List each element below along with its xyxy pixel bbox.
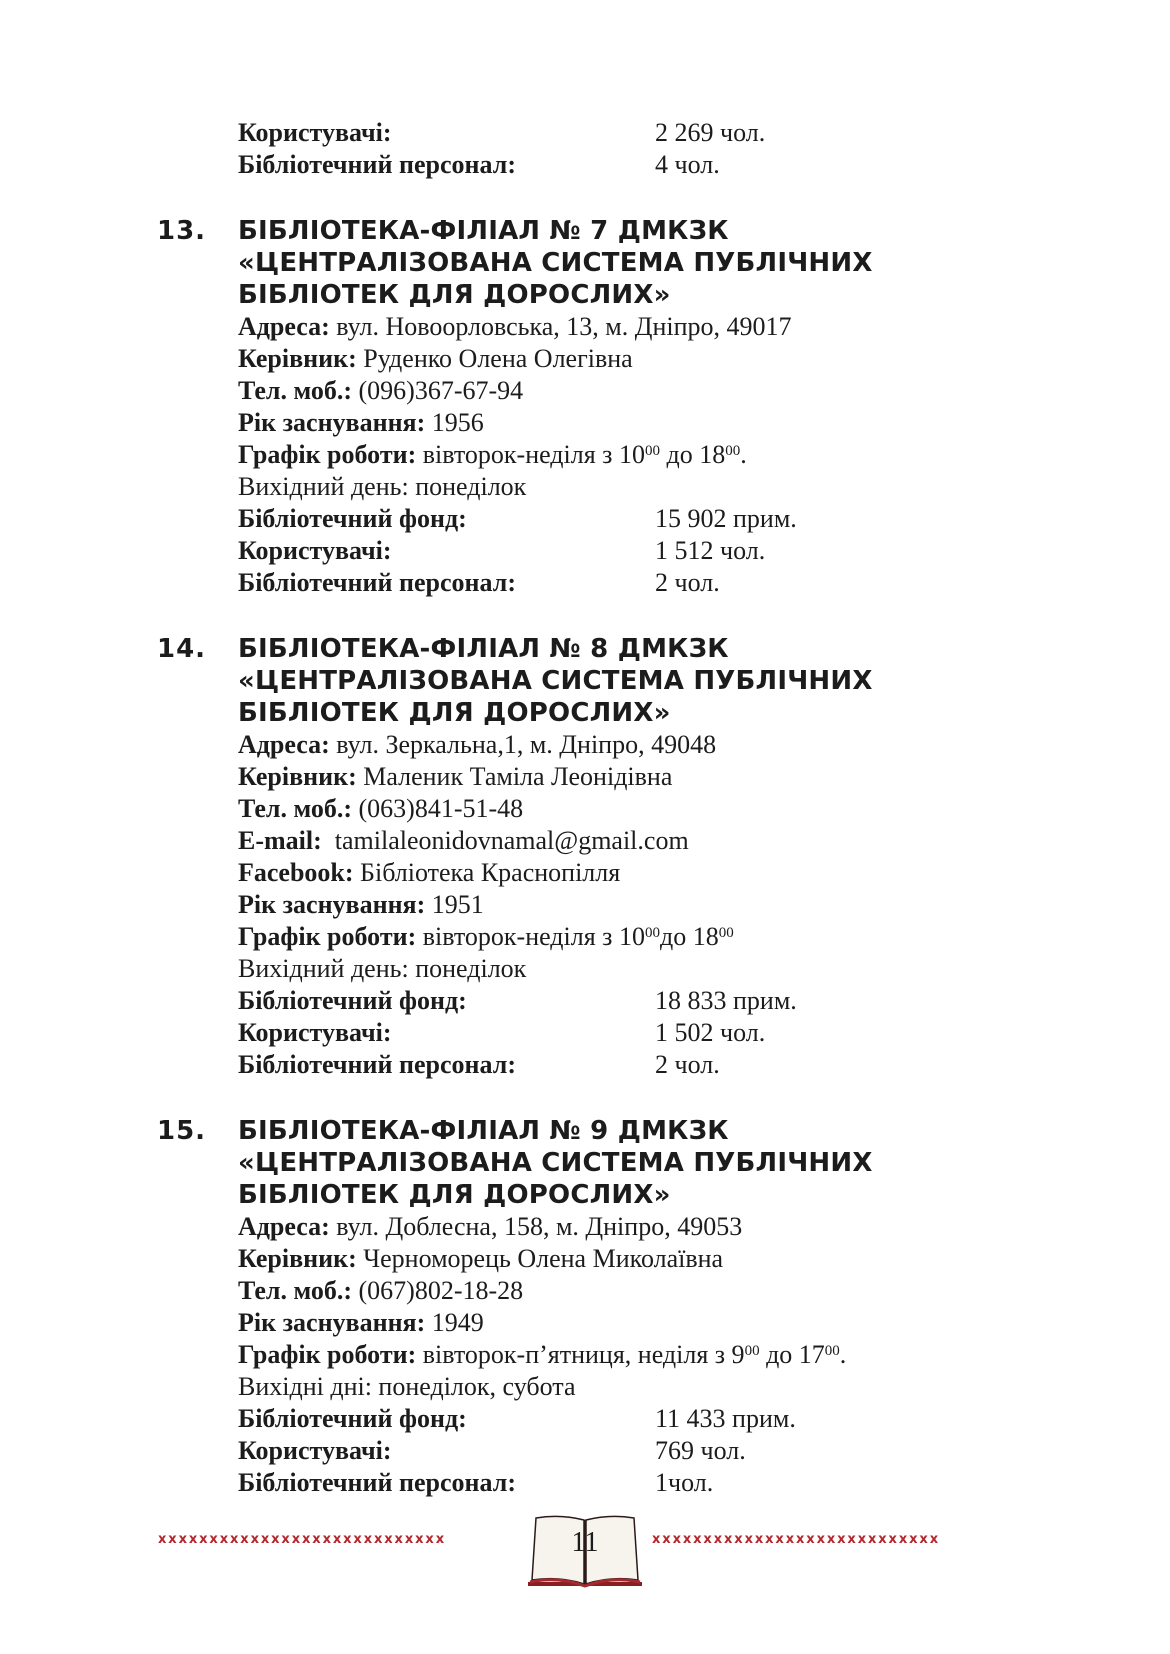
users-value: 769 чол. [655, 1436, 746, 1465]
address-row [238, 729, 716, 761]
dayoff-row: Вихідний день: понеділок [238, 472, 527, 501]
head-value: Руденко Олена Олегівна [356, 344, 633, 373]
entry-title-line: БІБЛІОТЕК ДЛЯ ДОРОСЛИХ» [238, 698, 671, 728]
phone-row [238, 1275, 523, 1307]
schedule-to-minutes: 00 [824, 1343, 840, 1359]
ornament-right: xxxxxxxxxxxxxxxxxxxxxxxxxxxx [652, 1532, 940, 1547]
facebook-label: Facebook: [238, 858, 354, 887]
page-number: 11 [571, 1527, 599, 1558]
head-label: Керівник: [238, 762, 357, 791]
schedule-text: вівторок-п’ятниця, неділя з 9 [416, 1340, 745, 1369]
staff-label: Бібліотечний персонал: [238, 1468, 516, 1497]
entry-title-line: «ЦЕНТРАЛІЗОВАНА СИСТЕМА ПУБЛІЧНИХ [238, 1148, 873, 1178]
schedule-from-minutes: 00 [644, 925, 660, 941]
year-value: 1949 [425, 1308, 484, 1337]
phone-label: Тел. моб.: [238, 376, 353, 405]
schedule-mid: до 18 [659, 440, 726, 469]
address-row [238, 1211, 742, 1243]
head-row [238, 1243, 723, 1275]
entry-title-line: БІБЛІОТЕКА-ФІЛІАЛ № 7 ДМКЗК [238, 216, 729, 246]
staff-value: 2 чол. [655, 568, 720, 597]
year-value: 1956 [425, 408, 484, 437]
schedule-text: вівторок-неділя з 10 [416, 440, 645, 469]
ornament-left: xxxxxxxxxxxxxxxxxxxxxxxxxxxx [158, 1532, 446, 1547]
year-label: Рік заснування: [238, 890, 426, 919]
entry-title-line: «ЦЕНТРАЛІЗОВАНА СИСТЕМА ПУБЛІЧНИХ [238, 666, 873, 696]
email-value: tamilaleonidovnamal@gmail.com [321, 826, 689, 855]
users-value: 1 502 чол. [655, 1018, 766, 1047]
head-row [238, 761, 672, 793]
entry-number: 13. [157, 216, 207, 246]
year-row [238, 407, 484, 439]
staff-value: 2 чол. [655, 1050, 720, 1079]
email-label: E-mail: [238, 826, 322, 855]
schedule-to-minutes: 00 [718, 925, 734, 941]
staff-value: 4 чол. [655, 150, 720, 179]
schedule-to-minutes: 00 [725, 443, 741, 459]
fund-label: Бібліотечний фонд: [238, 504, 467, 533]
year-value: 1951 [425, 890, 484, 919]
address-value: вул. Зеркальна,1, м. Дніпро, 49048 [329, 730, 717, 759]
head-row [238, 343, 633, 375]
address-row [238, 311, 792, 343]
schedule-label: Графік роботи: [238, 922, 417, 951]
entry-title-line: «ЦЕНТРАЛІЗОВАНА СИСТЕМА ПУБЛІЧНИХ [238, 248, 873, 278]
address-label: Адреса: [238, 312, 330, 341]
phone-value: (063)841-51-48 [352, 794, 524, 823]
users-value: 2 269 чол. [655, 118, 766, 147]
staff-label: Бібліотечний персонал: [238, 150, 516, 179]
schedule-end: . [740, 440, 747, 469]
schedule-row [238, 439, 747, 471]
users-label: Користувачі: [238, 1436, 392, 1465]
fund-label: Бібліотечний фонд: [238, 1404, 467, 1433]
phone-value: (096)367-67-94 [352, 376, 524, 405]
entry-title-line: БІБЛІОТЕКА-ФІЛІАЛ № 8 ДМКЗК [238, 634, 729, 664]
schedule-mid: до 17 [759, 1340, 825, 1369]
schedule-text: вівторок-неділя з 10 [416, 922, 645, 951]
head-label: Керівник: [238, 1244, 357, 1273]
head-value: Маленик Таміла Леонідівна [356, 762, 673, 791]
users-value: 1 512 чол. [655, 536, 766, 565]
page-footer [0, 1510, 1170, 1600]
schedule-end: . [839, 1340, 847, 1369]
facebook-row [238, 857, 620, 889]
schedule-from-minutes: 00 [644, 443, 660, 459]
schedule-row [238, 921, 734, 953]
phone-label: Тел. моб.: [238, 794, 353, 823]
schedule-label: Графік роботи: [238, 1340, 417, 1369]
phone-value: (067)802-18-28 [352, 1276, 524, 1305]
fund-value: 18 833 прим. [655, 986, 797, 1015]
dayoff-row: Вихідні дні: понеділок, субота [238, 1372, 576, 1401]
address-label: Адреса: [238, 730, 330, 759]
entry-title-line: БІБЛІОТЕК ДЛЯ ДОРОСЛИХ» [238, 280, 671, 310]
facebook-value: Бібліотека Краснопілля [353, 858, 621, 887]
head-value: Черноморець Олена Миколаївна [356, 1244, 724, 1273]
year-label: Рік заснування: [238, 1308, 426, 1337]
schedule-from-minutes: 00 [744, 1343, 760, 1359]
year-row [238, 1307, 484, 1339]
address-label: Адреса: [238, 1212, 330, 1241]
schedule-mid: до 18 [659, 922, 719, 951]
year-label: Рік заснування: [238, 408, 426, 437]
dayoff-row: Вихідний день: понеділок [238, 954, 527, 983]
schedule-row [238, 1339, 846, 1371]
users-label: Користувачі: [238, 1018, 392, 1047]
head-label: Керівник: [238, 344, 357, 373]
fund-value: 11 433 прим. [655, 1404, 796, 1433]
entry-title-line: БІБЛІОТЕК ДЛЯ ДОРОСЛИХ» [238, 1180, 671, 1210]
address-value: вул. Доблесна, 158, м. Дніпро, 49053 [329, 1212, 743, 1241]
year-row [238, 889, 484, 921]
entry-number: 14. [157, 634, 207, 664]
email-row [238, 825, 689, 857]
staff-label: Бібліотечний персонал: [238, 1050, 516, 1079]
phone-row [238, 793, 523, 825]
fund-label: Бібліотечний фонд: [238, 986, 467, 1015]
users-label: Користувачі: [238, 536, 392, 565]
users-label: Користувачі: [238, 118, 392, 147]
staff-label: Бібліотечний персонал: [238, 568, 516, 597]
staff-value: 1чол. [655, 1468, 714, 1497]
entry-title-line: БІБЛІОТЕКА-ФІЛІАЛ № 9 ДМКЗК [238, 1116, 729, 1146]
fund-value: 15 902 прим. [655, 504, 797, 533]
entry-number: 15. [157, 1116, 207, 1146]
address-value: вул. Новоорловська, 13, м. Дніпро, 49017 [329, 312, 792, 341]
schedule-label: Графік роботи: [238, 440, 417, 469]
phone-label: Тел. моб.: [238, 1276, 353, 1305]
phone-row [238, 375, 523, 407]
